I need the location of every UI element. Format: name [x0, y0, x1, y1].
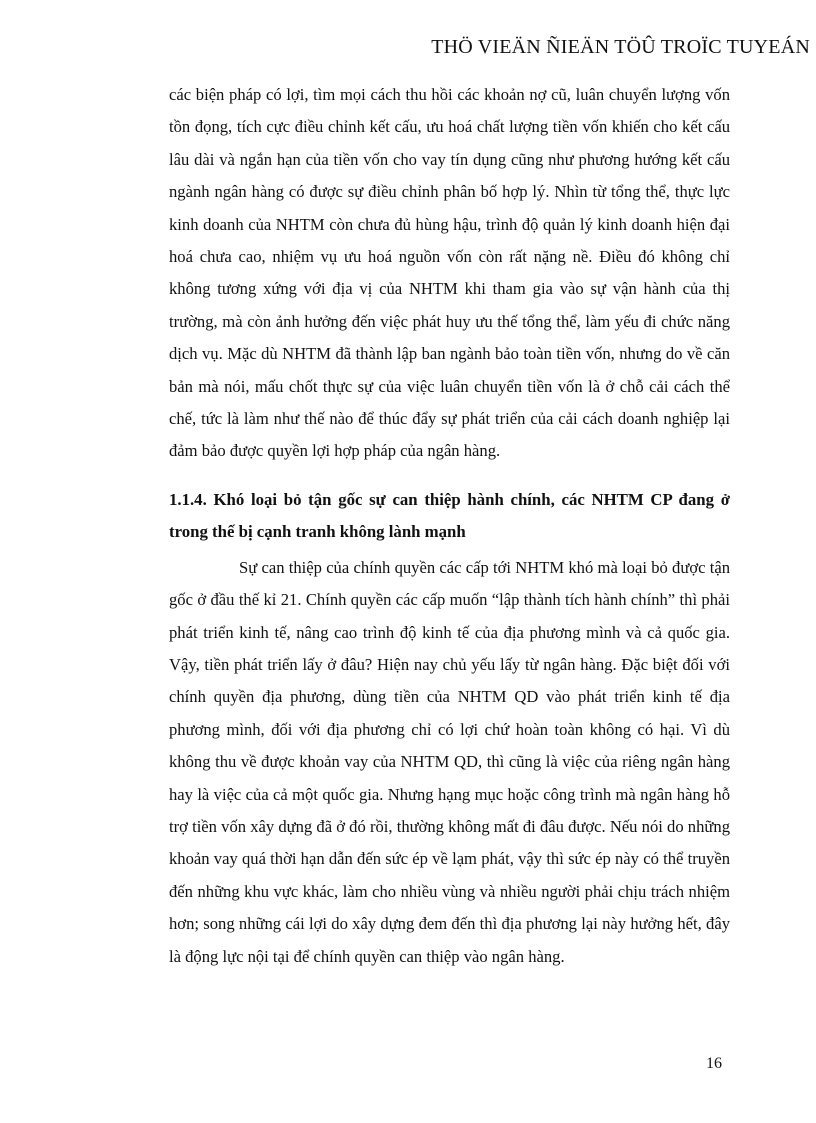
- page-header: THÖ VIEÄN ÑIEÄN TÖÛ TROÏC TUYEÁN: [431, 36, 810, 58]
- paragraph-2: Sự can thiệp của chính quyền các cấp tới NHTM khó mà loại bỏ được tận gốc ở đầu thế kỉ 21. Chính quyền các cấp muốn “lập thành tích hành chính” thì phải phát triển kinh tế, nâng cao trình độ kinh tế của địa phương mình và cả quốc gia. Vậy, tiền phát triển lấy ở đâu? Hiện nay chủ yếu lấy từ ngân hàng. Đặc biệt đối với chính quyền địa phương, dùng tiền của NHTM QD vào phát triển kinh tế địa phương mình, đối với địa phương chỉ có lợi chứ hoàn toàn không có hại. Vì dù không thu về được khoản vay của NHTM QD, thì cũng là việc của riêng ngân hàng hay là việc của cả một quốc gia. Nhưng hạng mục hoặc công trình mà ngân hàng hỗ trợ tiền vốn xây dựng đã ở đó rồi, thường không mất đi đâu được. Nếu nói do những khoản vay quá thời hạn dẫn đến sức ép về lạm phát, vậy thì sức ép này có thể truyền đến những khu vực khác, làm cho nhiều vùng và nhiều người phải chịu trách nhiệm hơn; song những cái lợi do xây dựng đem đến thì địa phương lại này hưởng hết, đây là động lực nội tại để chính quyền can thiệp vào ngân hàng.: [169, 557, 730, 966]
- paragraph-1: các biện pháp có lợi, tìm mọi cách thu hồi các khoản nợ cũ, luân chuyển lượng vốn tồn đọng, tích cực điều chỉnh kết cấu, ưu hoá chất lượng tiền vốn khiến cho kết cấu lâu dài và ngắn hạn của tiền vốn cho vay tín dụng cũng như phương hướng kết cấu ngành ngân hàng có được sự điều chỉnh phân bố hợp lý. Nhìn từ tổng thể, thực lực kinh doanh của NHTM còn chưa đủ hùng hậu, trình độ quản lý kinh doanh hiện đại hoá chưa cao, nhiệm vụ ưu hoá nguồn vốn còn rất nặng nề. Điều đó không chỉ không tương xứng với địa vị của NHTM khi tham gia vào sự vận hành của thị trường, mà còn ảnh hưởng đến việc phát huy ưu thế tổng thể, làm yếu đi chức năng dịch vụ. Mặc dù NHTM đã thành lập ban ngành bảo toàn tiền vốn, nhưng do về căn bản mà nói, mấu chốt thực sự của việc luân chuyển tiền vốn là ở chỗ cải cách thể chế, tức là làm như thế nào để thúc đẩy sự phát triển của cải cách doanh nghiệp lại đảm bảo được quyền lợi hợp pháp của ngân hàng.: [169, 85, 730, 461]
- document-body: [169, 79, 730, 973]
- section-heading: 1.1.4. Khó loại bỏ tận gốc sự can thiệp hành chính, các NHTM CP đang ở trong thế bị cạnh tranh không lành mạnh: [169, 489, 730, 542]
- page-number: 16: [706, 1055, 722, 1072]
